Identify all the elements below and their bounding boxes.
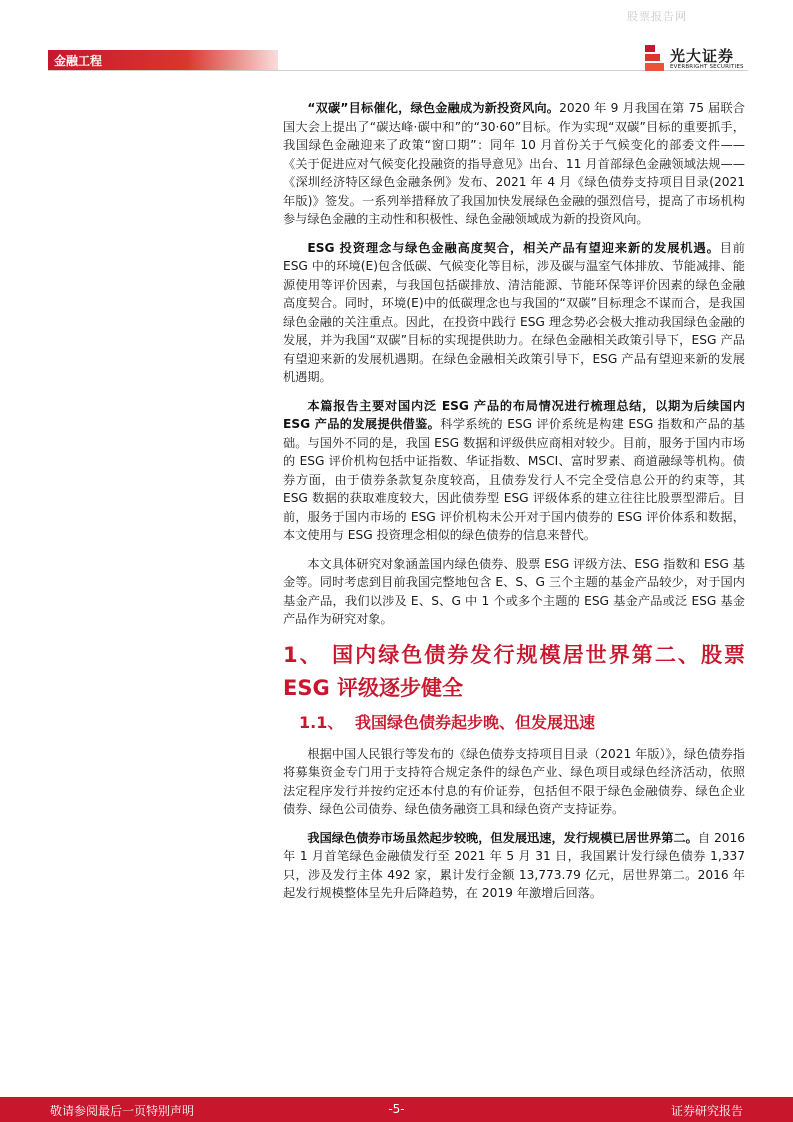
paragraph-text: 目前 ESG 中的环境(E)包含低碳、气候变化等目标，涉及碳与温室气体排放、节能减排、能源使用等评价因素，与我国包括碳排放、清洁能源、节能环保等评价因素的绿色金融高度契合。同时，环境(E)中的低碳理念也与我国的“双碳”目标理念不谋而合，是我国绿色金融的关注重点。因此，在投资中践行 ESG 理念势必会极大推动我国绿色金融的发展，并为我国“双碳”目标的实现提供助力。在绿色金融相关政策引导下，ESG 产品有望迎来新的发展机遇期。在绿色金融相关政策引导下，ESG 产品有望迎来新的发展机遇期。 bbox=[283, 240, 745, 384]
header-category-bar bbox=[48, 50, 278, 70]
paragraph-report-scope bbox=[283, 397, 745, 545]
report-body bbox=[283, 99, 745, 913]
paragraph-lead: 我国绿色债券市场虽然起步较晚，但发展迅速，发行规模已居世界第二。 bbox=[307, 830, 698, 845]
watermark-text: 股票报告网 bbox=[627, 10, 687, 23]
paragraph-dual-carbon bbox=[283, 99, 745, 229]
paragraph-text: 自 2016 年 1 月首笔绿色金融债发行至 2021 年 5 月 31 日，我国累计发行绿色债券 1,337 只，涉及发行主体 492 家，累计发行金额 13,773.79 亿元，居世界第二。2016 年起发行规模整体呈先升后降趋势，在 2019 年激增后回落。 bbox=[283, 830, 745, 900]
logo-chinese-name: 光大证券 bbox=[670, 47, 735, 65]
paragraph-text: 2020 年 9 月我国在第 75 届联合国大会上提出了“碳达峰·碳中和”的“30·60”目标。作为实现“双碳”目标的重要抓手，我国绿色金融迎来了政策“窗口期”：同年 10 月首份关于气候变化的部委文件——《关于促进应对气候变化投融资的指导意见》出台、11 月首部绿色金融领域法规——《深圳经济特区绿色金融条例》发布、2021 年 4 月《绿色债券支持项目目录(2021 年版)》签发。一系列举措释放了我国加快发展绿色金融的强烈信号，提高了市场机构参与绿色金融的主动性和积极性、绿色金融领域成为新的投资风向。 bbox=[283, 101, 745, 226]
paragraph-green-bond-market bbox=[283, 829, 745, 903]
paragraph-esg-green-finance bbox=[283, 239, 745, 387]
paragraph-lead: 本篇报告主要对国内泛 ESG 产品的布局情况进行梳理总结，以期为后续国内 ESG 产品的发展提供借鉴。 bbox=[283, 398, 745, 431]
footer-page-number: -5- bbox=[388, 1102, 405, 1116]
everbright-logo-icon bbox=[643, 44, 665, 72]
logo-english-name: EVERBRIGHT SECURITIES bbox=[670, 64, 744, 70]
paragraph-text: 科学系统的 ESG 评价系统是构建 ESG 指数和产品的基础。与国外不同的是，我国 ESG 数据和评级供应商相对较少。目前，服务于国内市场的 ESG 评价机构包括中证指数、华证指数、MSCI、富时罗素、商道融绿等机构。债券方面，由于债券条款复杂度较高，且债券发行人不完全受信息公开的约束等，其 ESG 数据的获取难度较大，因此债券型 ESG 评级体系的建立往往比股票型滞后。目前，服务于国内市场的 ESG 评价机构未公开对于国内债券的 ESG 评价体系和数据，本文使用与 ESG 投资理念相似的绿色债券的信息来替代。 bbox=[283, 417, 745, 542]
heading-number: 1.1、 bbox=[299, 712, 344, 732]
paragraph-lead: “双碳”目标催化，绿色金融成为新投资风向。 bbox=[307, 101, 560, 115]
footer-bar bbox=[0, 1097, 793, 1122]
header-category: 金融工程 bbox=[54, 54, 103, 68]
paragraph-green-bond-definition: 根据中国人民银行等发布的《绿色债券支持项目目录（2021 年版）》，绿色债券指将募集资金专门用于支持符合规定条件的绿色产业、绿色项目或绿色经济活动，依照法定程序发行并按约定还本付息的有价证券，包括但不限于绿色金融债券、绿色企业债券、绿色公司债券、绿色债务融资工具和绿色资产支持证券。 bbox=[283, 746, 745, 816]
section-heading-1: 1、 国内绿色债券发行规模居世界第二、股票 ESG 评级逐步健全 bbox=[283, 642, 745, 700]
heading-title: 我国绿色债券起步晚、但发展迅速 bbox=[355, 712, 596, 732]
brand-logo bbox=[643, 44, 753, 72]
section-heading-1-1 bbox=[299, 711, 745, 735]
paragraph-research-objects: 本文具体研究对象涵盖国内绿色债券、股票 ESG 评级方法、ESG 指数和 ESG 基金等。同时考虑到目前我国完整地包含 E、S、G 三个主题的基金产品较少，对于国内基金产品，我们以涉及 E、S、G 中 1 个或多个主题的 ESG 基金产品或泛 ESG 基金产品作为研究对象。 bbox=[283, 556, 745, 626]
footer-report-type: 证券研究报告 bbox=[670, 1104, 743, 1118]
paragraph-lead: ESG 投资理念与绿色金融高度契合，相关产品有望迎来新的发展机遇。 bbox=[307, 240, 720, 255]
footer-disclaimer-note: 敬请参阅最后一页特别声明 bbox=[50, 1104, 195, 1118]
